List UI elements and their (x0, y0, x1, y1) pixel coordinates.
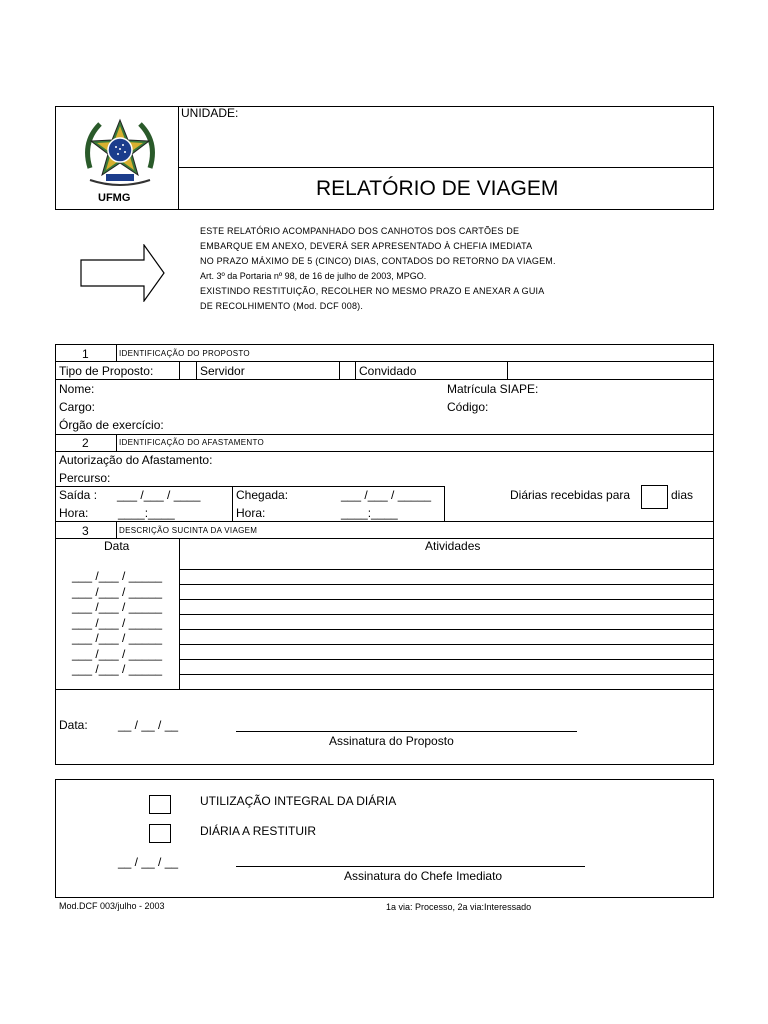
date-row-field[interactable]: ___ /___ / _____ (72, 615, 163, 630)
date-row-field[interactable]: ___ /___ / _____ (72, 600, 163, 614)
activity-field[interactable] (182, 585, 710, 598)
notice-line: DE RECOLHIMENTO (Mod. DCF 008). (200, 301, 364, 311)
date-row-field[interactable]: ___ /___ / _____ (72, 631, 163, 645)
restituir-checkbox[interactable] (149, 824, 171, 843)
row-line (55, 521, 714, 522)
assinatura-chefe-label: Assinatura do Chefe Imediato (344, 869, 503, 883)
servidor-option-label: Servidor (200, 364, 245, 378)
hora-chegada-field[interactable]: ____:____ (341, 506, 398, 520)
servidor-checkbox[interactable] (180, 362, 196, 378)
orgao-label: Órgão de exercício: (59, 418, 164, 432)
hora-chegada-label: Hora: (236, 506, 266, 520)
col-line (355, 361, 356, 379)
matricula-field[interactable] (545, 381, 705, 396)
col-line (116, 521, 117, 538)
header-hdivider (178, 167, 714, 168)
activity-field[interactable] (182, 660, 710, 673)
autorizacao-field[interactable] (222, 452, 702, 467)
activity-field[interactable] (182, 600, 710, 613)
restituir-option-label: DIÁRIA A RESTITUIR (200, 824, 317, 838)
header-divider (178, 106, 179, 210)
chefe-signature-line[interactable] (236, 866, 585, 867)
activity-field[interactable] (182, 645, 710, 658)
notice-line: Art. 3º da Portaria nº 98, de 16 de julho de 2003, MPGO. (200, 271, 427, 281)
cargo-field[interactable] (100, 399, 440, 414)
row-line (55, 538, 714, 539)
unidade-label: UNIDADE: (181, 106, 239, 120)
notice-line: EXISTINDO RESTITUIÇÃO, RECOLHER NO MESMO PRAZO E ANEXAR A GUIA (200, 286, 545, 296)
row-line (55, 486, 444, 487)
activity-field[interactable] (182, 630, 710, 643)
notice-line: EMBARQUE EM ANEXO, DEVERÁ SER APRESENTADO À CHEFIA IMEDIATA (200, 241, 533, 251)
arrow-right-icon (80, 244, 166, 302)
cargo-label: Cargo: (59, 400, 96, 414)
date-row-field[interactable]: ___ /___ / _____ (72, 584, 163, 599)
data-label: Data: (59, 718, 88, 732)
integral-option-label: UTILIZAÇÃO INTEGRAL DA DIÁRIA (200, 794, 397, 808)
row-line (55, 689, 714, 690)
row-line (55, 434, 714, 435)
convidado-checkbox[interactable] (340, 362, 355, 378)
percurso-label: Percurso: (59, 471, 111, 485)
approval-date-field[interactable]: __ / __ / __ (118, 855, 179, 869)
chegada-date-field[interactable]: ___ /___ / _____ (341, 488, 432, 502)
saida-date-field[interactable]: ___ /___ / ____ (117, 488, 201, 502)
notice-text (200, 224, 556, 314)
col-line (196, 361, 197, 379)
republic-coat-of-arms-logo (80, 112, 160, 190)
section2-title: IDENTIFICAÇÃO DO AFASTAMENTO (119, 438, 265, 447)
proposto-signature-line[interactable] (236, 731, 577, 732)
date-row-field[interactable]: ___ /___ / _____ (72, 662, 163, 676)
hora-saida-label: Hora: (59, 506, 89, 520)
col-line (444, 486, 445, 521)
row-line (55, 361, 714, 362)
matricula-label: Matrícula SIAPE: (447, 382, 539, 396)
unidade-field[interactable] (180, 122, 710, 164)
logo-text: UFMG (98, 192, 131, 204)
codigo-label: Código: (447, 400, 489, 414)
section1-title: IDENTIFICAÇÃO DO PROPOSTO (119, 349, 250, 358)
notice-line: ESTE RELATÓRIO ACOMPANHADO DOS CANHOTOS DOS CARTÕES DE (200, 226, 520, 236)
notice-line: NO PRAZO MÁXIMO DE 5 (CINCO) DIAS, CONTADOS DO RETORNO DA VIAGEM. (200, 256, 556, 266)
integral-checkbox[interactable] (149, 795, 171, 814)
section3-title: DESCRIÇÃO SUCINTA DA VIAGEM (119, 526, 258, 535)
orgao-field[interactable] (172, 417, 702, 432)
diarias-count-field[interactable] (641, 485, 668, 509)
section2-number: 2 (82, 436, 89, 450)
date-column (72, 569, 162, 678)
codigo-field[interactable] (495, 399, 705, 414)
vias-note: 1a via: Processo, 2a via:Interessado (386, 902, 532, 912)
date-row-field[interactable]: ___ /___ / _____ (72, 569, 163, 583)
row-line (55, 379, 714, 380)
col-header-atividades: Atividades (425, 539, 481, 553)
col-line (232, 486, 233, 521)
autorizacao-label: Autorização do Afastamento: (59, 453, 213, 467)
section3-number: 3 (82, 524, 89, 538)
hora-saida-field[interactable]: ____:____ (118, 506, 175, 520)
convidado-option-label: Convidado (359, 364, 417, 378)
nome-field[interactable] (100, 381, 440, 396)
col-line (116, 434, 117, 451)
page-title: RELATÓRIO DE VIAGEM (316, 177, 559, 200)
tipo-proposto-label: Tipo de Proposto: (59, 364, 154, 378)
assinatura-proposto-label: Assinatura do Proposto (329, 734, 454, 748)
col-header-data: Data (104, 539, 130, 553)
dias-label: dias (671, 488, 694, 502)
data-field[interactable]: __ / __ / __ (118, 718, 179, 732)
row-line (179, 674, 714, 675)
col-line (116, 344, 117, 362)
section1-number: 1 (82, 347, 89, 361)
diarias-label: Diárias recebidas para (510, 488, 631, 502)
saida-label: Saída : (59, 488, 98, 502)
chegada-label: Chegada: (236, 488, 289, 502)
nome-label: Nome: (59, 382, 95, 396)
activity-field[interactable] (182, 570, 710, 583)
date-row-field[interactable]: ___ /___ / _____ (72, 646, 163, 661)
activity-field[interactable] (182, 615, 710, 628)
col-line (507, 361, 508, 379)
form-code: Mod.DCF 003/julho - 2003 (59, 901, 165, 911)
percurso-field[interactable] (116, 470, 702, 485)
